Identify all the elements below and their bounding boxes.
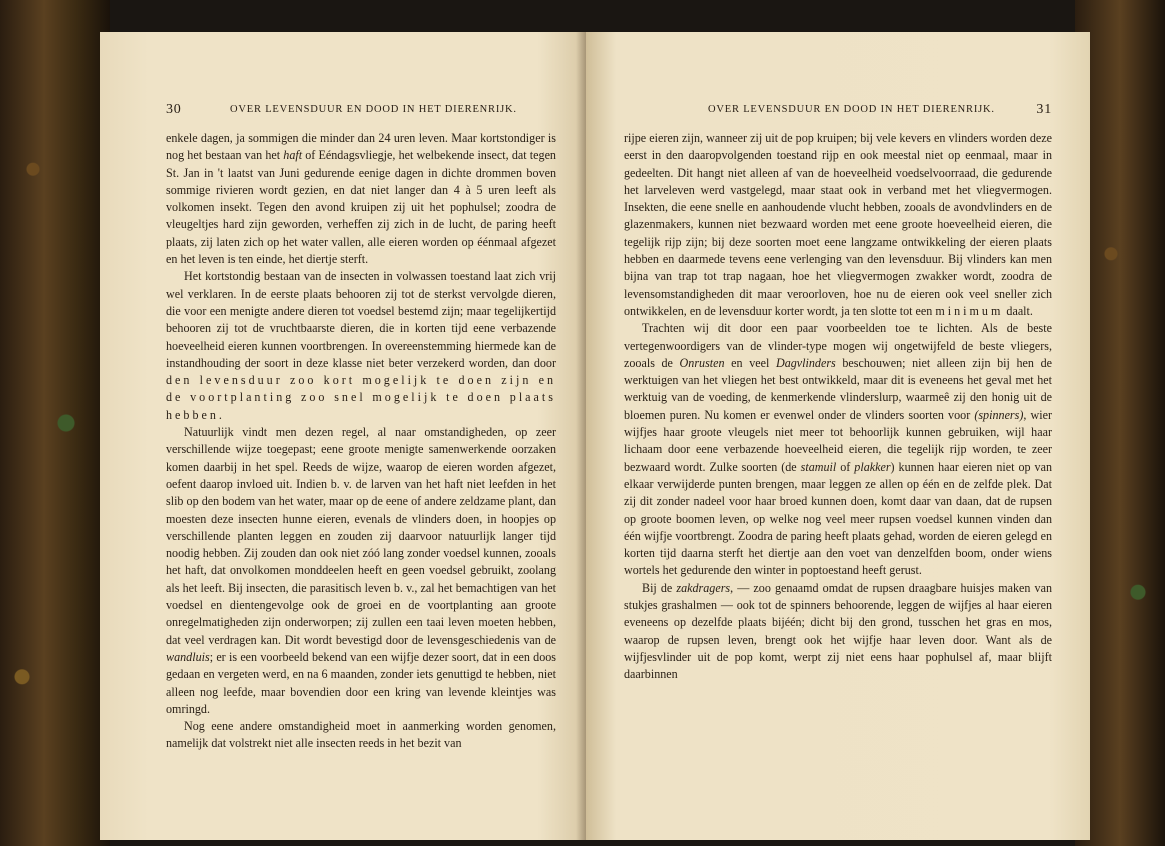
right-page <box>586 32 1090 840</box>
paragraph: rijpe eieren zijn, wanneer zij uit de pop kruipen; bij vele kevers en vlinders worden deze eerst in den daaropvolgenden toestand rijp en ook meestal niet op eenmaal, maar in gedeelten. Dit hangt niet alleen af van de hoeveelheid voedselvoorraad, die gedurende het larveleven werd vastgelegd, maar staat ook in verband met het vliegvermogen. Insekten, die eene snelle en aanhoudende vlucht hebben, zooals de avondvlinders en de glazenmakers, kunnen niet bezwaard worden met eene groote hoeveelheid eieren, die tegelijk rijp zijn; bij deze soorten moet eene langzame ontwikkeling der eieren plaats hebben en daarmede tevens eene verlenging van den levensduur. Bij vlinders kan men bijna van trap tot trap nagaan, hoe het vliegvermogen zwakker wordt, zoodra de levensomstandigheden dit maar veroorloven, hoe nu de eieren ook veel sneller zich ontwikkelen, en de levensduur korter wordt, ja ten slotte tot een minimum daalt. <box>624 131 1052 318</box>
paragraph: Nog eene andere omstandigheid moet in aanmerking worden genomen, namelijk dat volstrekt niet alle insecten reeds in het bezit van <box>166 719 556 751</box>
paragraph: Trachten wij dit door een paar voorbeelden toe te lichten. Als de beste vertegenwoordigers van de vlinder-type mogen wij ongetwijfeld de beste vliegers, zooals de Onrusten en veel Dagvlinders beschouwen; niet alleen zijn bij hen de werktuigen van het vliegen het best ontwikkeld, maar dit is eveneens het geval met het werktuig van de voeding, de kenmerkende vlinderslurp, waarmeê zij den honig uit de bloemen puren. Nu komen er evenwel onder de vlinders soorten voor (spinners), wier wijfjes haar groote vleugels niet meer tot behoorlijk kunnen gebruiken, wijl haar lichaam door eene verbazende hoeveelheid eieren, die tegelijk rijp worden, te zeer bezwaard wordt. Zulke soorten (de stamuil of plakker) kunnen haar eieren niet op van elkaar verwijderde punten brengen, maar leggen ze allen op één en de zelfde plek. Dat zij dit zonder nadeel voor haar broed kunnen doen, komt daar van daan, dat de rupsen op groote boomen leven, op welke nog veel meer rupsen voedsel kunnen vinden dan één wijfje voortbrengt. Zoodra de paring heeft plaats gehad, worden de eieren gelegd en korten tijd daarna sterft het diertje aan den voet van denzelfden boom, onder wiens wortels het gedurende den winter in poptoestand heeft gerust. <box>624 321 1053 578</box>
paragraph: Bij de zakdragers, — zoo genaamd omdat de rupsen draagbare huisjes maken van stukjes grashalmen — ook tot de spinners behoorende, leggen de wijfjes al haar eieren eveneens op dezelfde plaats bijéén; dicht bij den grond, tusschen het gras en mos, waarop de rupsen leven, brengt ook het wijfje haar leven door. Want als de wijfjesvlinder uit de pop komt, werpt zij niet eens haar pophulsel af, maar blijft daarbinnen <box>624 580 1053 682</box>
page-number-left: 30 <box>166 102 182 117</box>
running-title-left: OVER LEVENSDUUR EN DOOD IN HET DIERENRIJK. <box>230 104 517 115</box>
paragraph: enkele dagen, ja sommigen die minder dan 24 uren leven. Maar kortstondiger is nog het bestaan van het haft of Eéndagsvliegje, het welbekende insect, dat tegen St. Jan in 't laatst van Juni gedurende eenige dagen in dichte drommen boven sommige rivieren wordt gezien, en dat niet langer dan 4 à 5 uren leeft als volkomen insekt. Tegen den avond kruipen zij uit het pophulsel; zoodra de vleugeltjes hard zijn geworden, verheffen zij zich in de lucht, de paring heeft plaats, zij laten zich op het water vallen, alle eieren worden op éénmaal afgezet en het leven is ten einde, het diertje sterft. <box>166 131 556 267</box>
book-cover-left <box>0 0 110 846</box>
page-number-right: 31 <box>1036 102 1052 117</box>
running-title-right: OVER LEVENSDUUR EN DOOD IN HET DIERENRIJK. <box>708 104 995 115</box>
running-head-right <box>624 102 1052 118</box>
paragraph: Het kortstondig bestaan van de insecten in volwassen toestand laat zich vrij wel verklaren. In de eerste plaats behooren zij tot de sterkst vervolgde dieren, die voor een menigte andere dieren tot voedsel bestemd zijn; maar tegelijkertijd behooren zij tot de vruchtbaarste dieren, die in korten tijd eene verbazende hoeveelheid eieren kunnen voortbrengen. In overeenstemming hiermede kan de instandhouding der soort in deze klasse niet beter verzekerd worden, dan door den levensduur zoo kort mogelijk te doen zijn en de voortplanting zoo snel mogelijk te doen plaats hebben. <box>166 269 556 422</box>
left-page <box>100 32 586 840</box>
paragraph: Natuurlijk vindt men dezen regel, al naar omstandigheden, op zeer verschillende wijze toegepast; eene groote menigte samenwerkende oorzaken komen daarbij in het spel. Reeds de wijze, waarop de eieren worden afgezet, oefent daarop invloed uit. Indien b. v. de larven van het haft niet leefden in het slib op den bodem van het water, maar op de eene of andere zeldzame plant, dan moesten deze insecten hunne eieren, evenals de vlinders doen, in hoopjes op verschillende planten leggen en zouden zij daarvoor natuurlijk langer tijd noodig hebben. Zij zouden dan ook niet zóó lang zonder voedsel kunnen, zooals het haft, dat onvolkomen monddeelen heeft en geen voedsel gebruikt, zoolang als het leeft. Bij insecten, die parasitisch leven b. v., zal het bemachtigen van het voedsel en dientengevolge ook de groei en de voortplanting aan groote onregelmatigheden zijn onderworpen; zij zullen een taai leven moeten hebben, dat veel verdragen kan. Dit wordt bevestigd door de levensgeschiedenis van de wandluis; er is een voorbeeld bekend van een wijfje dezer soort, dat in een doos gedaan en vergeten werd, en na 6 maanden, zonder iets genuttigd te hebben, niet alleen nog leefde, maar bovendien door een kring van levende kleintjes was omringd. <box>166 425 556 716</box>
running-head-left <box>166 102 556 118</box>
